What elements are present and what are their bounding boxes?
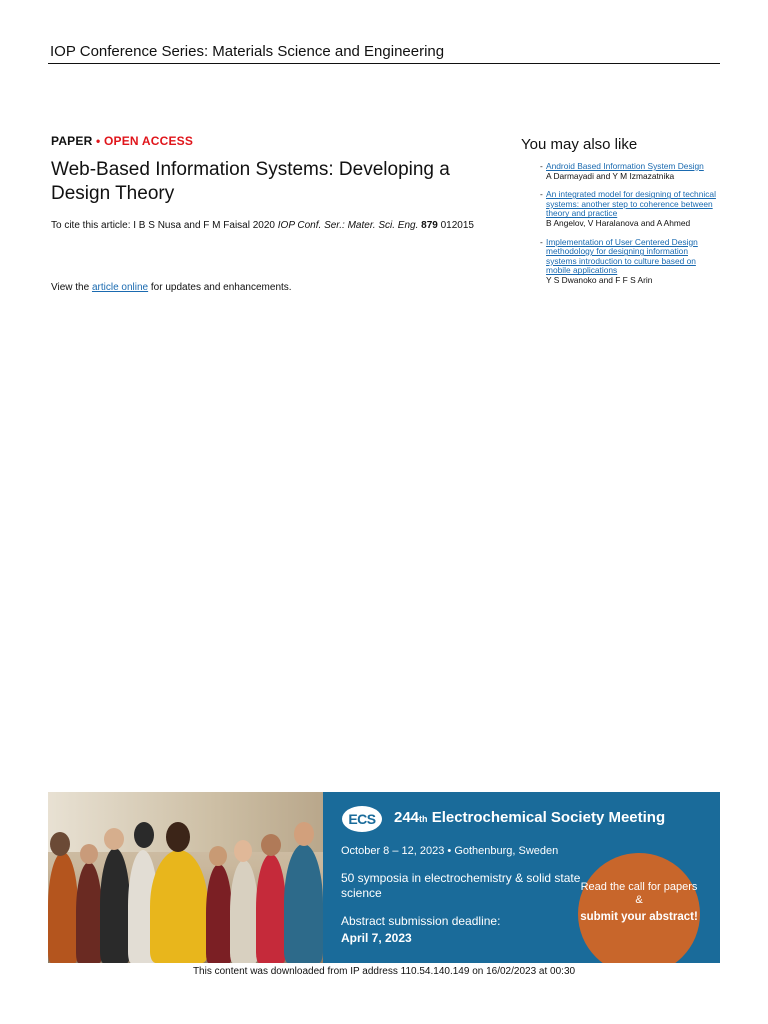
list-dash: - <box>540 161 543 171</box>
ecs-advertisement-banner[interactable] <box>48 792 720 963</box>
article-info <box>51 134 501 231</box>
deadline-label: Abstract submission deadline: <box>341 914 501 928</box>
related-title-link[interactable]: Implementation of User Centered Design methodology for designing information systems introduction to culture based on mobile applications <box>546 236 698 276</box>
related-item <box>521 190 721 228</box>
related-item <box>521 238 721 286</box>
meeting-dates: October 8 – 12, 2023 • Gothenburg, Sweden <box>341 845 559 857</box>
related-item <box>521 162 721 181</box>
citation-number: 012015 <box>440 220 474 231</box>
submit-abstract-button[interactable] <box>578 853 700 963</box>
kicker-separator: • <box>96 134 101 148</box>
cta-line-1: Read the call for papers & <box>580 881 698 906</box>
related-title-link[interactable]: An integrated model for designing of technical systems: another step to coherence between theory and practice <box>546 189 716 219</box>
download-footer: This content was downloaded from IP address 110.54.140.149 on 16/02/2023 at 00:30 <box>192 966 576 977</box>
meeting-number: 244 <box>394 809 420 826</box>
article-title: Web-Based Information Systems: Developing a Design Theory <box>51 159 450 204</box>
open-access-label: OPEN ACCESS <box>103 134 194 148</box>
related-authors: A Darmayadi and Y M Izmazatnika <box>546 170 675 181</box>
view-prefix: View the <box>51 282 90 293</box>
journal-header <box>48 40 720 64</box>
citation-volume: 879 <box>421 220 438 231</box>
related-title-link[interactable]: Android Based Information System Design <box>546 161 704 171</box>
view-suffix: for updates and enhancements. <box>150 282 292 293</box>
symposia-text: 50 symposia in electrochemistry & solid state science <box>341 871 581 900</box>
related-articles <box>521 136 721 295</box>
journal-title: IOP Conference Series: Materials Science and Engineering <box>50 43 445 60</box>
conference-crowd-photo <box>48 792 323 963</box>
list-dash: - <box>540 189 543 200</box>
article-online-link[interactable]: article online <box>91 282 149 293</box>
paper-label: PAPER <box>51 134 93 148</box>
citation-prefix: To cite this article: I B S Nusa and F M Faisal 2020 <box>51 220 275 231</box>
cta-line-2: submit your abstract! <box>580 911 698 923</box>
related-list <box>521 162 721 286</box>
meeting-suffix: th <box>419 814 428 824</box>
list-dash: - <box>540 236 543 247</box>
related-authors: Y S Dwanoko and F F S Arin <box>546 274 653 285</box>
meeting-title <box>394 809 665 826</box>
ecs-logo: ECS <box>342 806 382 832</box>
deadline-date: April 7, 2023 <box>341 931 412 945</box>
meeting-name: Electrochemical Society Meeting <box>431 809 666 826</box>
related-heading: You may also like <box>521 136 638 153</box>
related-authors: B Angelov, V Haralanova and A Ahmed <box>546 217 691 228</box>
citation <box>51 220 501 231</box>
view-online-line <box>51 282 292 293</box>
citation-journal: IOP Conf. Ser.: Mater. Sci. Eng. <box>277 220 419 231</box>
article-kicker <box>51 134 501 148</box>
